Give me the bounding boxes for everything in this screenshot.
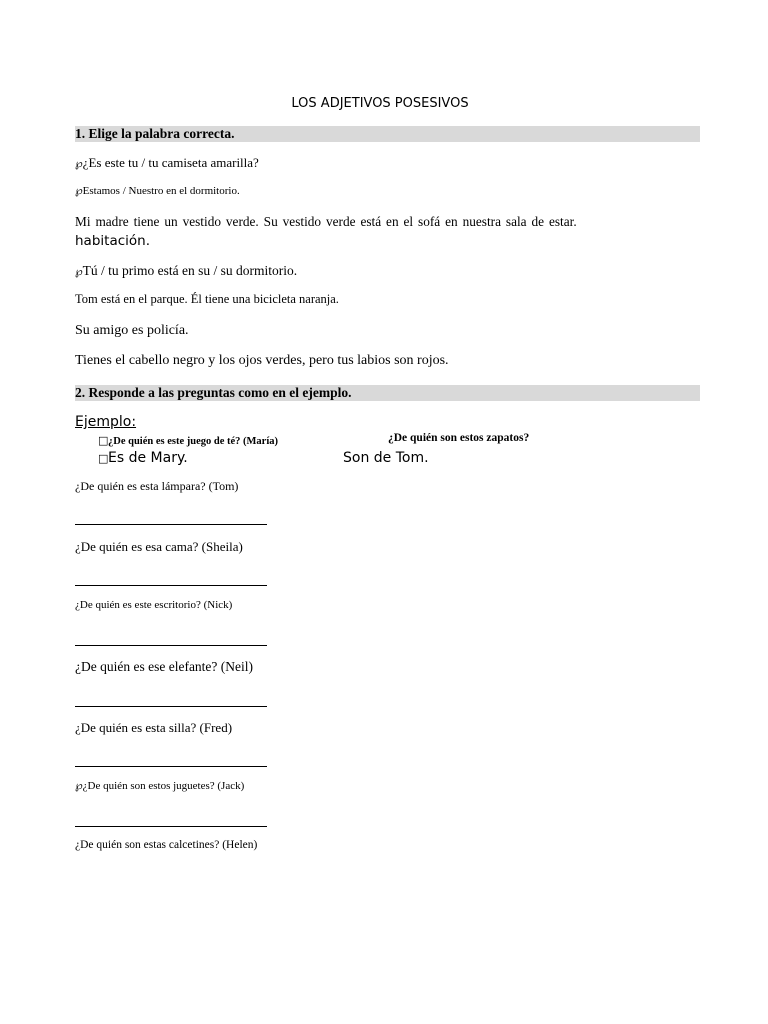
section-2-heading-bar [75, 385, 700, 401]
exercise-text: Tom está en el parque. Él tiene una bicicleta naranja. [75, 292, 339, 306]
exercise-item [75, 292, 339, 307]
question-item [75, 779, 244, 792]
example-question-text: ¿De quién es este juego de té? (María) [108, 436, 278, 447]
checkbox-icon: □ [98, 434, 109, 447]
section-1-heading-bar [75, 126, 700, 142]
question-item [75, 839, 257, 851]
answer-line[interactable] [75, 826, 267, 827]
question-text: ¿De quién es esa cama? (Sheila) [75, 539, 243, 554]
question-item [75, 599, 232, 611]
page-title: LOS ADJETIVOS POSESIVOS [291, 96, 469, 111]
exercise-item [75, 353, 449, 369]
answer-line[interactable] [75, 766, 267, 767]
exercise-text: ¿Es este tu / tu camiseta amarilla? [82, 155, 259, 170]
question-text: ¿De quién es esta lámpara? (Tom) [75, 479, 239, 493]
answer-line[interactable] [75, 645, 267, 646]
exercise-text: Tú / tu primo está en su / su dormitorio. [82, 263, 298, 278]
example-question-1 [98, 434, 278, 447]
checkbox-icon: □ [98, 452, 109, 465]
exercise-item [75, 263, 297, 279]
bullet-icon: ℘ [75, 265, 83, 278]
question-text: ¿De quién es esta silla? (Fred) [75, 720, 233, 735]
section-2-heading: 2. Responde a las preguntas como en el ejemplo. [75, 385, 352, 400]
bullet-icon: ℘ [75, 184, 83, 197]
exercise-item [75, 184, 240, 197]
example-answer-2: Son de Tom. [343, 450, 429, 466]
section-1-heading: 1. Elige la palabra correcta. [75, 126, 235, 141]
exercise-text: Estamos / Nuestro en el dormitorio. [82, 185, 240, 197]
question-text: ¿De quién es ese elefante? (Neil) [75, 659, 254, 674]
exercise-item [75, 214, 577, 230]
question-item [75, 479, 238, 494]
example-label: Ejemplo: [75, 414, 137, 430]
exercise-text: Su amigo es policía. [75, 323, 189, 338]
answer-line[interactable] [75, 524, 267, 525]
exercise-text: habitación. [75, 233, 150, 249]
question-text: ¿De quién son estas calcetines? (Helen) [75, 839, 258, 851]
answer-line[interactable] [75, 585, 267, 586]
exercise-item [75, 323, 189, 339]
question-item [75, 720, 232, 736]
example-question-2: ¿De quién son estos zapatos? [388, 432, 530, 444]
question-text: ¿De quién son estos juguetes? (Jack) [82, 780, 245, 792]
exercise-item-continuation [75, 233, 150, 249]
exercise-text: Tienes el cabello negro y los ojos verdes, pero tus labios son rojos. [75, 353, 449, 368]
exercise-item [75, 155, 259, 171]
example-answer-1 [98, 450, 188, 466]
question-item [75, 659, 253, 675]
bullet-icon: ℘ [75, 157, 83, 170]
question-item [75, 539, 243, 555]
example-answer-text: Es de Mary. [108, 450, 188, 466]
bullet-icon: ℘ [75, 779, 83, 792]
exercise-text: Mi madre tiene un vestido verde. Su vestido verde está en el sofá en nuestra sala de estar. [75, 214, 577, 229]
answer-line[interactable] [75, 706, 267, 707]
question-text: ¿De quién es este escritorio? (Nick) [75, 599, 233, 611]
